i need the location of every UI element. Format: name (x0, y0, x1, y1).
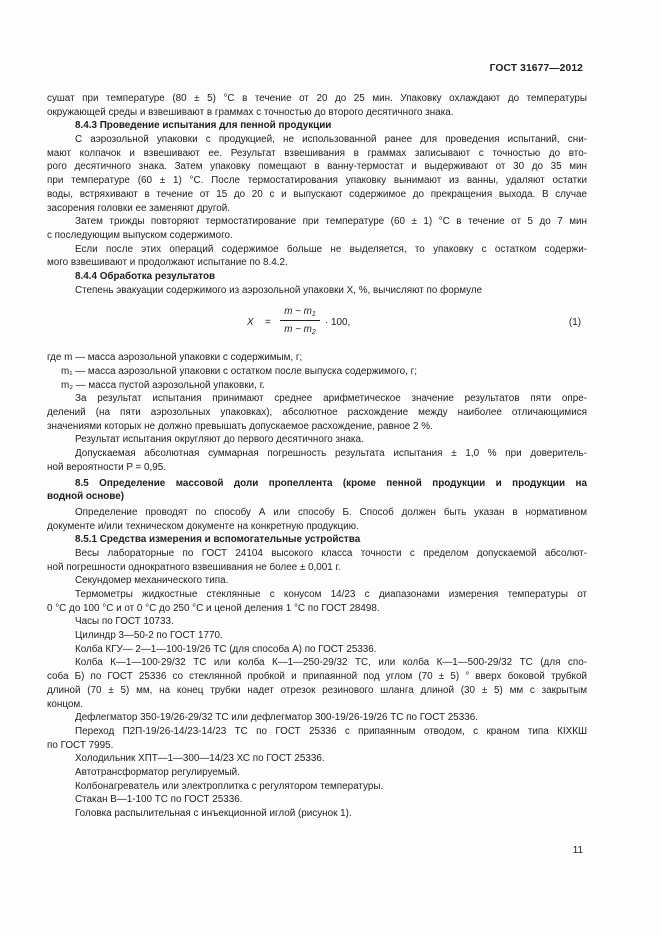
text-line: Головка распылительная с инъекционной иглой (рисунок 1). (75, 808, 352, 819)
text-line: по ГОСТ 7995. (47, 739, 114, 751)
text-line: значениями которых не должно превышать допускаемое расхождение, равное 2 %. (47, 420, 433, 432)
text-line: С аэрозольной упаковки с продукцией, не использованной ранее для проведения испытаний, сни- (75, 134, 587, 146)
text-line: ной вероятности P = 0,95. (47, 461, 166, 473)
text-line: 8.5 Определение массовой доли пропеллента (кроме пенной продукции и продукции на (75, 477, 587, 489)
fraction-bar (280, 320, 320, 321)
text-line: Холодильник ХПТ—1—300—14/23 ХС по ГОСТ 25336. (75, 753, 325, 765)
text-line: ной погрешности однократного взвешивания не более ± 0,001 г. (47, 561, 341, 573)
formula-1 (47, 303, 587, 345)
text-line: рого десятичного знака. Затем упаковку помещают в ванну-термостат и выдерживают от 30 до 35 мин (47, 161, 587, 173)
text-line: Стакан В—1-100 ТС по ГОСТ 25336. (75, 794, 243, 806)
text-line: Колбонагреватель или электроплитка с регулятором температуры. (75, 780, 384, 792)
text-line: 8.5.1 Средства измерения и вспомогательные устройства (75, 534, 361, 546)
text-line: Дефлегматор 350-19/26-29/32 ТС или дефлегматор 300-19/26-19/26 ТС по ГОСТ 25336. (75, 712, 478, 724)
text-line: сушат при температуре (80 ± 5) °C в течение от 20 до 25 мин. Упаковку охлаждают до температуры (47, 93, 587, 104)
text-line: 8.4.3 Проведение испытания для пенной продукции (75, 120, 332, 132)
formula-fraction (280, 305, 320, 337)
text-line: Если после этих операций содержимое больше не выделяется, то упаковку с остатком содержи- (75, 243, 587, 255)
formula-numerator: $m - m_1$ (284, 306, 316, 319)
standard-designation: ГОСТ 31677—2012 (489, 63, 583, 74)
text-block-before-formula (47, 92, 587, 297)
text-line: Секундомер механического типа. (75, 575, 229, 587)
formula-multiplier: · 100, (325, 317, 351, 329)
text-line: мого взвешивают и продолжают испытание по 8.4.2. (47, 257, 288, 269)
text-line: длиной (70 ± 5) мм, на конец трубки надет отрезок резинового шланга длиной (30 ± 5) мм с закрытым (47, 684, 587, 696)
text-line: m₂ — масса пустой аэрозольной упаковки, г. (61, 379, 265, 391)
text-line: концом. (47, 698, 83, 710)
text-line: Затем трижды повторяют термостатирование при температуре (60 ± 1) °C в течение от 5 до 7 мин (75, 216, 587, 228)
page-number: 11 (572, 845, 583, 856)
text-line: мают колпачок и взвешивают ее. Результат взвешивания в граммах записывают с точностью до вто- (47, 147, 587, 159)
text-line: где m — масса аэрозольной упаковки с содержимым, г; (47, 352, 303, 364)
document-body (47, 92, 587, 821)
text-line: Колба К—1—100-29/32 ТС или колба К—1—250-29/32 ТС, или колба К—1—500-29/32 ТС (для спо- (75, 657, 587, 669)
text-line: Цилиндр 3—50-2 по ГОСТ 1770. (75, 630, 223, 642)
text-line: водной основе) (47, 491, 125, 503)
text-line: 8.4.4 Обработка результатов (75, 270, 216, 282)
formula-lhs: X (247, 317, 254, 329)
text-line: Колба КГУ— 2—1—100-19/26 ТС (для способа А) по ГОСТ 25336. (75, 643, 377, 655)
text-line: соба Б) по ГОСТ 25336 со стеклянной пробкой и припаянной под углом (70 ± 5) ° вверх боковой трубкой (47, 671, 587, 683)
text-line: при температуре (60 ± 1) °C. После термостатирования упаковку вынимают из ванны, удаляют остатки (47, 175, 587, 187)
formula-number: (1) (568, 317, 581, 329)
text-line: Весы лабораторные по ГОСТ 24104 высокого класса точности с пределом допускаемой абсолют- (75, 547, 587, 559)
text-line: Результат испытания округляют до первого десятичного знака. (75, 434, 364, 446)
text-line: Термометры жидкостные стеклянные с конусом 14/23 с диапазонами измерения температуры от (75, 589, 587, 600)
text-line: Степень эвакуации содержимого из аэрозольной упаковки X, %, вычисляют по формуле (75, 284, 483, 296)
text-line: Переход П2П-19/26-14/23-14/23 ТС по ГОСТ 25336 с припаянным отводом, с краном типа КIХКШ (75, 725, 587, 737)
text-block-after-formula (47, 351, 587, 820)
text-line: Автотрансформатор регулируемый. (75, 766, 240, 778)
text-line: 0 °С до 100 °С и от 0 °С до 250 °С и ценой деления 1 °С по ГОСТ 28498. (47, 602, 380, 614)
text-line: делений (на пяти аэрозольных упаковках), абсолютное расхождение между наиболее отличающимися (47, 407, 587, 419)
text-line: За результат испытания принимают среднее арифметическое значение результатов пяти опре- (75, 393, 587, 405)
formula-denominator: $m - m_2$ (284, 324, 316, 337)
text-line: воды, встряхивают в течение от 15 до 20 с и выпускают содержимое до прекращения выхода. В случае (47, 188, 587, 200)
text-line: документе и/или техническом документе на конкретную продукцию. (47, 520, 359, 532)
text-line: с последующим выпуском содержимого. (47, 229, 233, 241)
text-line: m₁ — масса аэрозольной упаковки с остатком после выпуска содержимого, г; (61, 366, 418, 377)
text-line: Часы по ГОСТ 10733. (75, 616, 174, 628)
text-line: засорения головки ее заменяют другой. (47, 202, 230, 214)
text-line: Допускаемая абсолютная суммарная погрешность результата испытания ± 1,0 % при доверитель- (75, 448, 587, 460)
formula-equals: = (265, 317, 271, 329)
text-line: окружающей среды и взвешивают в граммах с точностью до второго десятичного знака. (47, 106, 454, 118)
text-line: Определение проводят по способу А или способу Б. Способ должен быть указан в нормативном (75, 506, 587, 518)
